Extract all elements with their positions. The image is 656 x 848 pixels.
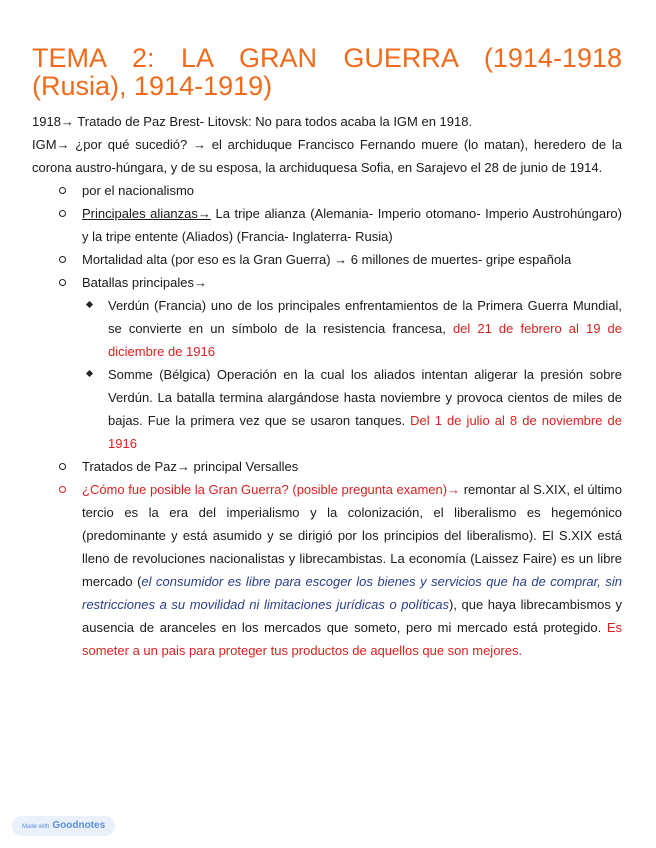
badge-brand: Goodnotes: [52, 820, 106, 831]
alliances-text: La tripe alianza (Alemania- Imperio otomano- Imperio Austrohúngaro) y la tripe entente (Aliados) (Francia- Inglaterra- Rusia): [82, 206, 622, 244]
answer-italic: el consumidor es libre para escoger los bienes y servicios que ha de comprar, sin restricciones a su movilidad ni limitaciones jurídicas o políticas: [82, 574, 622, 612]
answer-red: Es someter a un pais para proteger tus productos de aquellos que son mejores.: [82, 620, 622, 658]
circle-bullet-icon: [59, 256, 66, 263]
battles-sublist: [82, 294, 622, 455]
list-item-mortality: [32, 248, 622, 271]
circle-bullet-icon: [59, 210, 66, 217]
somme-text: Somme (Bélgica) Operación en la cual los aliados intentan aligerar la presión sobre Verdún. La batalla termina alargándose hasta noviembre y provoca cientos de miles de bajas. Fue la primera vez que se usaron tanques.: [108, 367, 622, 428]
list-item-question: [32, 478, 622, 662]
circle-bullet-icon: [59, 187, 66, 194]
intro-line-1: 1918→ Tratado de Paz Brest- Litovsk: No para todos acaba la IGM en 1918.: [32, 114, 473, 129]
list-item-treaties: [32, 455, 622, 478]
battles-label: Batallas principales→: [82, 275, 208, 290]
page-title: TEMA 2: LA GRAN GUERRA (1914-1918 (Rusia), 1914-1919): [32, 43, 622, 101]
list-item-battles: [32, 271, 622, 455]
treaties-text: Tratados de Paz→ principal Versalles: [82, 459, 299, 474]
main-bullet-list: [32, 179, 622, 662]
list-item-nationalism: [32, 179, 622, 202]
alliances-label: Principales alianzas→: [82, 206, 211, 221]
document-page: [32, 44, 622, 662]
list-item-verdun: [82, 294, 622, 363]
goodnotes-badge: [12, 816, 115, 836]
diamond-bullet-icon: [86, 370, 93, 377]
circle-bullet-icon: [59, 486, 66, 493]
circle-bullet-icon: [59, 463, 66, 470]
verdun-dates: del 21 de febrero al 19 de diciembre de 1916: [108, 321, 622, 359]
list-item-somme: [82, 363, 622, 455]
answer-part-1: remontar al S.XIX, el último tercio es la era del imperialismo y la colonización, el liberalismo es hegemónico (predominante y está asumido y se dirigió por los principios del liberalismo). El S.XIX está lleno de revoluciones nacionalistas y librecambistas. La economía (Laissez Faire) es un libre mercado (: [82, 482, 622, 589]
list-item-alliances: [32, 202, 622, 248]
answer-part-2: ), que haya librecambismos y ausencia de aranceles en los mercados que someto, pero mi mercado está protegido.: [82, 597, 622, 635]
circle-bullet-icon: [59, 279, 66, 286]
somme-dates: Del 1 de julio al 8 de noviembre de 1916: [108, 413, 622, 451]
nationalism-text: por el nacionalismo: [82, 183, 195, 198]
diamond-bullet-icon: [86, 301, 93, 308]
verdun-text: Verdún (Francia) uno de los principales enfrentamientos de la Primera Guerra Mundial, se convierte en un símbolo de la resistencia francesa,: [108, 298, 622, 336]
badge-prefix: Made with: [22, 824, 50, 830]
intro-line-2: IGM→ ¿por qué sucedió? → el archiduque Francisco Fernando muere (lo matan), heredero de la corona austro-húngara, y de su esposa, la archiduquesa Sofia, en Sarajevo el 28 de junio de 1914.: [32, 137, 622, 175]
exam-question: ¿Cómo fue posible la Gran Guerra? (posible pregunta examen)→: [82, 482, 461, 497]
mortality-text: Mortalidad alta (por eso es la Gran Guerra) → 6 millones de muertes- gripe española: [82, 252, 572, 267]
